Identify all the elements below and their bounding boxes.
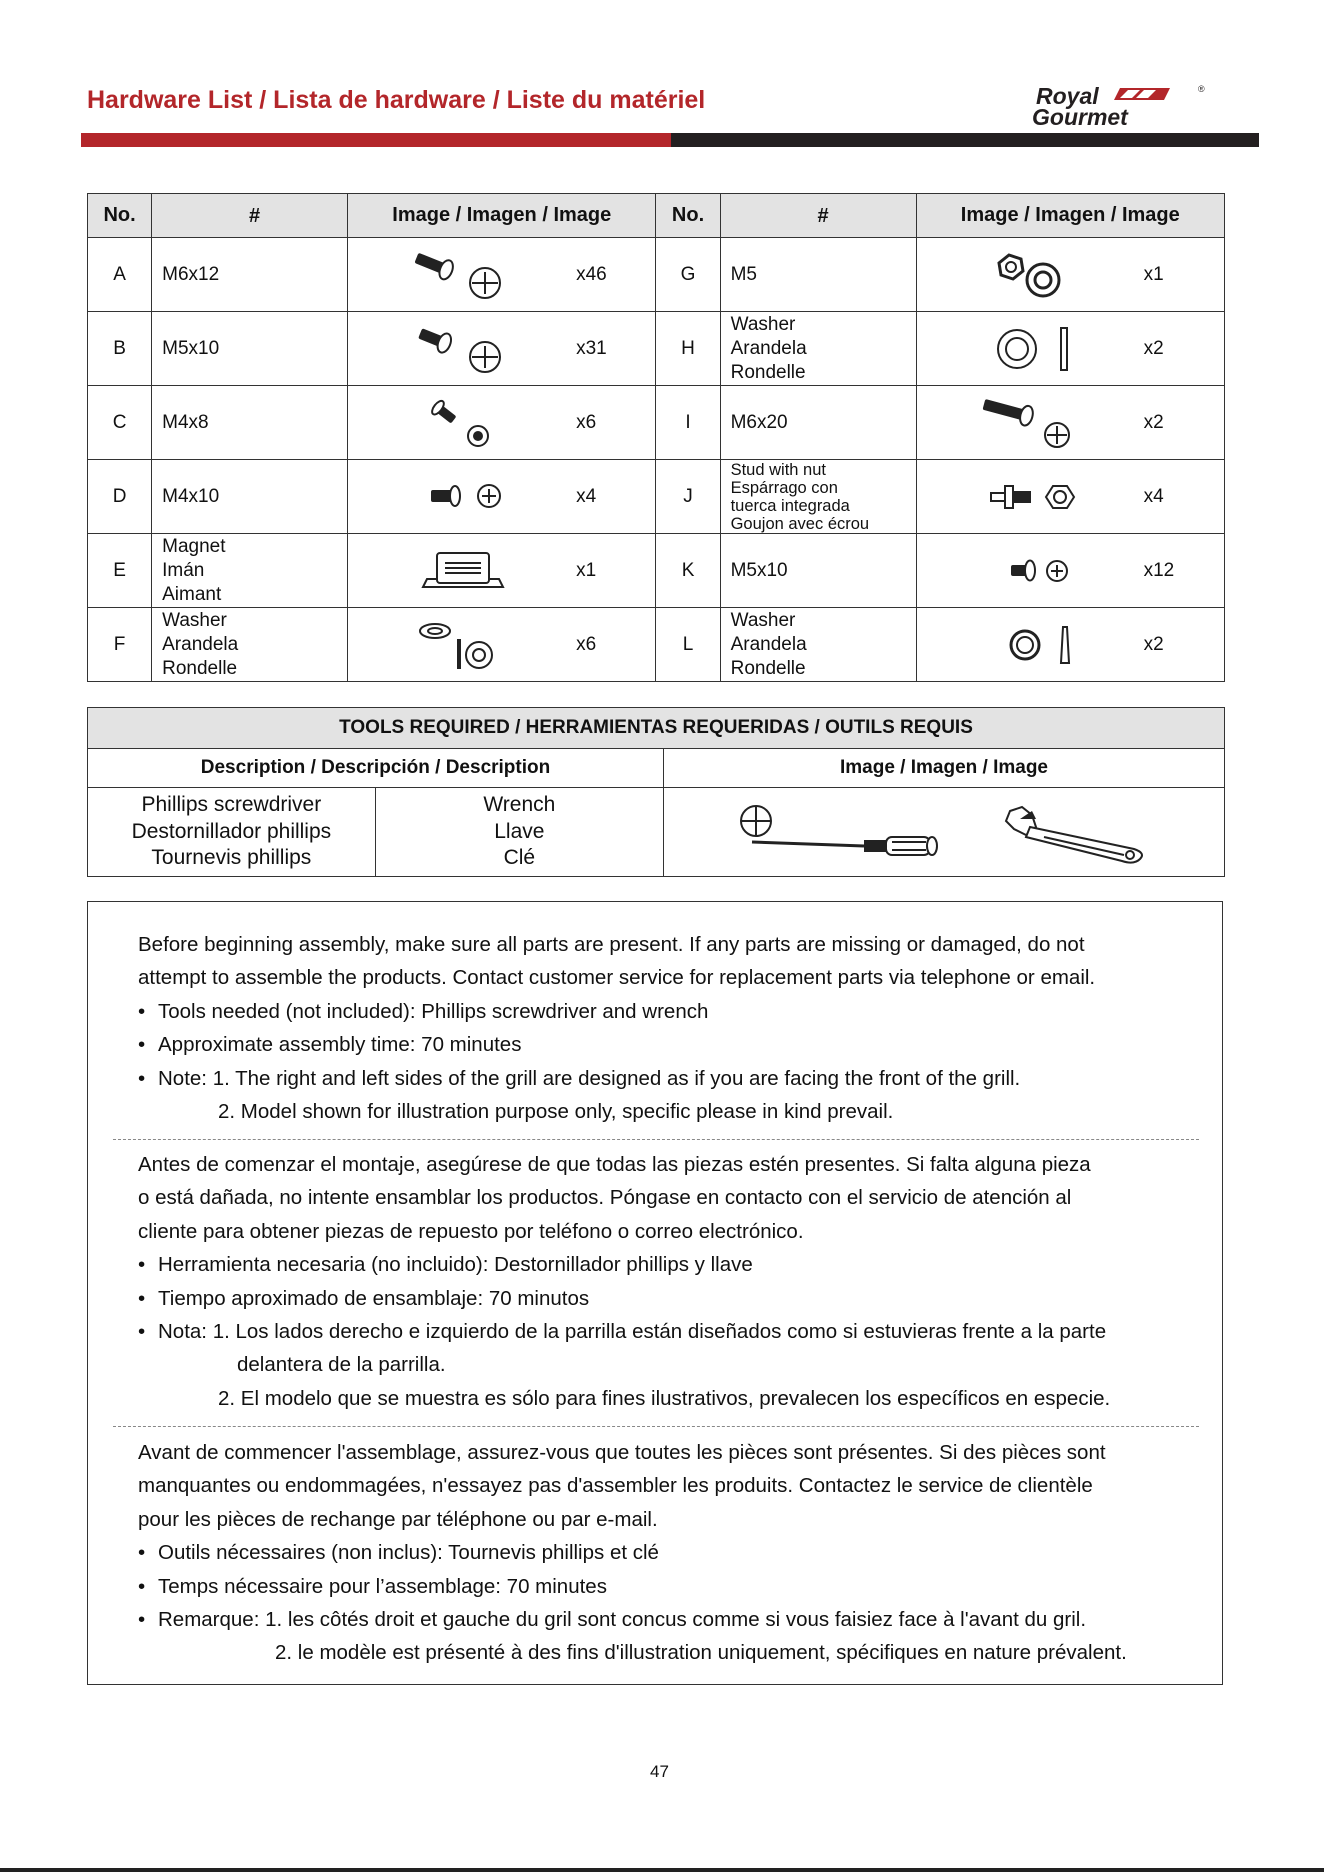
table-row <box>88 312 1225 386</box>
part-size: Washer <box>730 313 796 335</box>
part-qty: x2 <box>1143 411 1164 433</box>
note-text: attempt to assemble the products. Contact customer service for replacement parts via telephone or email. <box>138 966 1096 990</box>
note-text: delantera de la parrilla. <box>237 1353 446 1377</box>
long-screw-i-icon <box>977 393 1087 453</box>
tools-image-header: Image / Imagen / Image <box>664 749 1225 788</box>
note-text: pour les pièces de rechange par téléphone ou par e-mail. <box>138 1507 658 1531</box>
stud-nut-icon <box>977 467 1087 527</box>
col-header-no: No. <box>88 194 152 238</box>
tools-desc-header: Description / Descripción / Description <box>88 749 664 788</box>
note-bullet: Approximate assembly time: 70 minutes <box>158 1033 522 1057</box>
note-text: cliente para obtener piezas de repuesto por teléfono o correo electrónico. <box>138 1219 804 1243</box>
screw-icon <box>403 319 523 379</box>
part-qty: x1 <box>576 559 597 581</box>
part-letter: H <box>656 312 720 386</box>
part-size: Rondelle <box>162 657 238 679</box>
part-qty: x2 <box>1143 337 1164 359</box>
part-size: M4x8 <box>152 386 348 460</box>
washer-l-icon <box>977 615 1087 675</box>
part-size: M6x12 <box>152 238 348 312</box>
part-letter: I <box>656 386 720 460</box>
table-row <box>88 608 1225 682</box>
part-letter: A <box>88 238 152 312</box>
col-header-image: Image / Imagen / Image <box>348 194 656 238</box>
logo-text-line2: Gourmet <box>1032 104 1128 128</box>
note-text: Avant de commencer l'assemblage, assurez-vous que toutes les pièces sont présentes. Si des pièces sont <box>138 1441 1106 1464</box>
notes-french: Avant de commencer l'assemblage, assurez-vous que toutes les pièces sont présentes. Si des pièces sont manquantes ou endommagées, n'essayez pas d'assembler les produits. Contactez le service de clientèle pour les pièces de rechange par téléphone ou par e-mail. • Outils nécessaires (non inclus): Tournevis phillips et clé • Temps nécessaire pour l’assemblage: 70 minutes • Remarque: 1. les côtés droit et gauche du gril sont concus comme si vous faisiez face à l'avant du gril. 2. le modèle est présenté à des fins d'illustration uniquement, spécifiques en nature prévalent. <box>138 1436 1208 1670</box>
part-letter: B <box>88 312 152 386</box>
tool-screwdriver-name: Destornillador phillips <box>131 819 332 843</box>
note-bullet: Herramienta necesaria (no incluido): Destornillador phillips y llave <box>158 1253 753 1277</box>
part-letter: K <box>656 534 720 608</box>
wrench-icon <box>1006 807 1142 863</box>
part-size: M5 <box>720 238 916 312</box>
part-size: Magnet <box>162 535 226 557</box>
notes-spanish: Antes de comenzar el montaje, asegúrese de que todas las piezas estén presentes. Si falta alguna pieza o está dañada, no intente ensamblar los productos. Póngase en contacto con el servicio de atención al cliente para obtener piezas de repuesto por teléfono o correo electrónico. • Herramienta necesaria (no incluido): Destornillador phillips y llave • Tiempo aproximado de ensamblaje: 70 minutos • Nota: 1. Los lados derecho e izquierdo de la parrilla están diseñados como si estuvieras frente a la parte delantera de la parrilla. 2. El modelo que se muestra es sólo para fines ilustrativos, prevalecen los específicos en especie. <box>138 1148 1208 1415</box>
note-text: 2. Model shown for illustration purpose only, specific please in kind prevail. <box>218 1100 894 1124</box>
small-screw-icon <box>403 393 523 453</box>
assembly-notes <box>87 901 1223 1685</box>
tools-title: TOOLS REQUIRED / HERRAMIENTAS REQUERIDAS / OUTILS REQUIS <box>88 708 1225 749</box>
separator <box>113 1139 1199 1140</box>
note-bullet: Tools needed (not included): Phillips screwdriver and wrench <box>158 999 709 1023</box>
part-size: tuerca integrada <box>730 496 850 515</box>
part-size: Washer <box>730 609 796 631</box>
part-qty: x6 <box>576 633 597 655</box>
part-size: M5x10 <box>152 312 348 386</box>
part-qty: x1 <box>1143 263 1164 285</box>
part-letter: C <box>88 386 152 460</box>
part-letter: G <box>656 238 720 312</box>
part-qty: x12 <box>1143 559 1175 581</box>
part-size: Arandela <box>162 633 239 655</box>
screw-d-icon <box>403 467 523 527</box>
long-screw-icon <box>403 245 523 305</box>
col-header-no-2: No. <box>656 194 720 238</box>
note-text: 2. El modelo que se muestra es sólo para fines ilustrativos, prevalecen los específicos en especie. <box>218 1386 1111 1410</box>
bottom-rule <box>0 1868 1324 1872</box>
part-size: M4x10 <box>152 460 348 534</box>
part-size: Washer <box>162 609 227 631</box>
part-size: M6x20 <box>720 386 916 460</box>
page-title: Hardware List / Lista de hardware / Liste du matériel <box>87 86 706 114</box>
part-size: Stud with nut <box>730 460 826 479</box>
table-row <box>88 238 1225 312</box>
tool-screwdriver-name: Phillips screwdriver <box>141 793 322 817</box>
tools-illustration <box>664 789 1224 875</box>
col-header-size-2: # <box>720 194 916 238</box>
table-row <box>88 460 1225 534</box>
part-qty: x31 <box>576 337 607 359</box>
tools-table <box>87 707 1225 877</box>
note-bullet: Tiempo aproximado de ensamblaje: 70 minutos <box>158 1286 590 1310</box>
note-text: 2. le modèle est présenté à des fins d'illustration uniquement, spécifiques en nature prévalent. <box>275 1641 1127 1665</box>
separator <box>113 1426 1199 1427</box>
part-qty: x4 <box>1143 485 1164 507</box>
washer-icon <box>403 615 523 675</box>
part-size: Aimant <box>162 583 222 605</box>
part-size: Arandela <box>730 633 807 655</box>
royal-gourmet-logo <box>1028 82 1228 128</box>
tool-wrench-name: Llave <box>494 819 545 843</box>
note-bullet: Note: 1. The right and left sides of the grill are designed as if you are facing the front of the grill. <box>158 1066 1021 1090</box>
screw-k-icon <box>977 541 1087 601</box>
tool-screwdriver-name: Tournevis phillips <box>151 846 312 870</box>
note-bullet: Temps nécessaire pour l’assemblage: 70 minutes <box>158 1574 607 1598</box>
part-letter: D <box>88 460 152 534</box>
part-size: Rondelle <box>730 657 806 679</box>
header-bar-dark <box>671 133 1259 147</box>
note-text: Antes de comenzar el montaje, asegúrese de que todas las piezas estén presentes. Si falta alguna pieza <box>138 1153 1091 1176</box>
magnet-icon <box>403 541 523 601</box>
tool-wrench-name: Wrench <box>483 793 556 817</box>
part-letter: J <box>656 460 720 534</box>
header-bar-red <box>81 133 671 147</box>
part-qty: x4 <box>576 485 597 507</box>
note-bullet: Outils nécessaires (non inclus): Tournevis phillips et clé <box>158 1541 659 1565</box>
part-size: Imán <box>162 559 205 581</box>
part-qty: x6 <box>576 411 597 433</box>
nut-icon <box>977 245 1087 305</box>
part-letter: F <box>88 608 152 682</box>
part-qty: x46 <box>576 263 607 285</box>
part-letter: E <box>88 534 152 608</box>
part-size: Espárrago con <box>730 478 838 497</box>
notes-english: Before beginning assembly, make sure all parts are present. If any parts are missing or damaged, do not attempt to assemble the products. Contact customer service for replacement parts via telephone or email. • Tools needed (not included): Phillips screwdriver and wrench • Approximate assembly time: 70 minutes • Note: 1. The right and left sides of the grill are designed as if you are facing the front of the grill. 2. Model shown for illustration purpose only, specific please in kind prevail. <box>138 928 1208 1128</box>
washer-h-icon <box>977 319 1087 379</box>
part-size: Rondelle <box>730 361 806 383</box>
part-size: Arandela <box>730 337 807 359</box>
note-bullet: Remarque: 1. les côtés droit et gauche du gril sont concus comme si vous faisiez face à l'avant du gril. <box>158 1608 1087 1632</box>
table-row <box>88 386 1225 460</box>
part-qty: x2 <box>1143 633 1164 655</box>
col-header-size: # <box>152 194 348 238</box>
part-size: Goujon avec écrou <box>730 514 870 533</box>
part-size: M5x10 <box>720 534 916 608</box>
page-number: 47 <box>650 1762 669 1781</box>
note-bullet: Nota: 1. Los lados derecho e izquierdo de la parrilla están diseñados como si estuvieras frente a la parte <box>158 1320 1107 1344</box>
logo-text-line1: Royal <box>1036 83 1099 109</box>
tool-wrench-name: Clé <box>503 846 536 870</box>
note-text: manquantes ou endommagées, n'essayez pas d'assembler les produits. Contactez le service de clientèle <box>138 1474 1093 1498</box>
table-row <box>88 534 1225 608</box>
part-letter: L <box>656 608 720 682</box>
registered-mark: ® <box>1198 84 1205 94</box>
hardware-table <box>87 193 1225 682</box>
note-text: Before beginning assembly, make sure all parts are present. If any parts are missing or damaged, do not <box>138 933 1085 956</box>
col-header-image-2: Image / Imagen / Image <box>916 194 1224 238</box>
note-text: o está dañada, no intente ensamblar los productos. Póngase en contacto con el servicio de atención al <box>138 1186 1072 1210</box>
screwdriver-icon <box>741 806 937 855</box>
